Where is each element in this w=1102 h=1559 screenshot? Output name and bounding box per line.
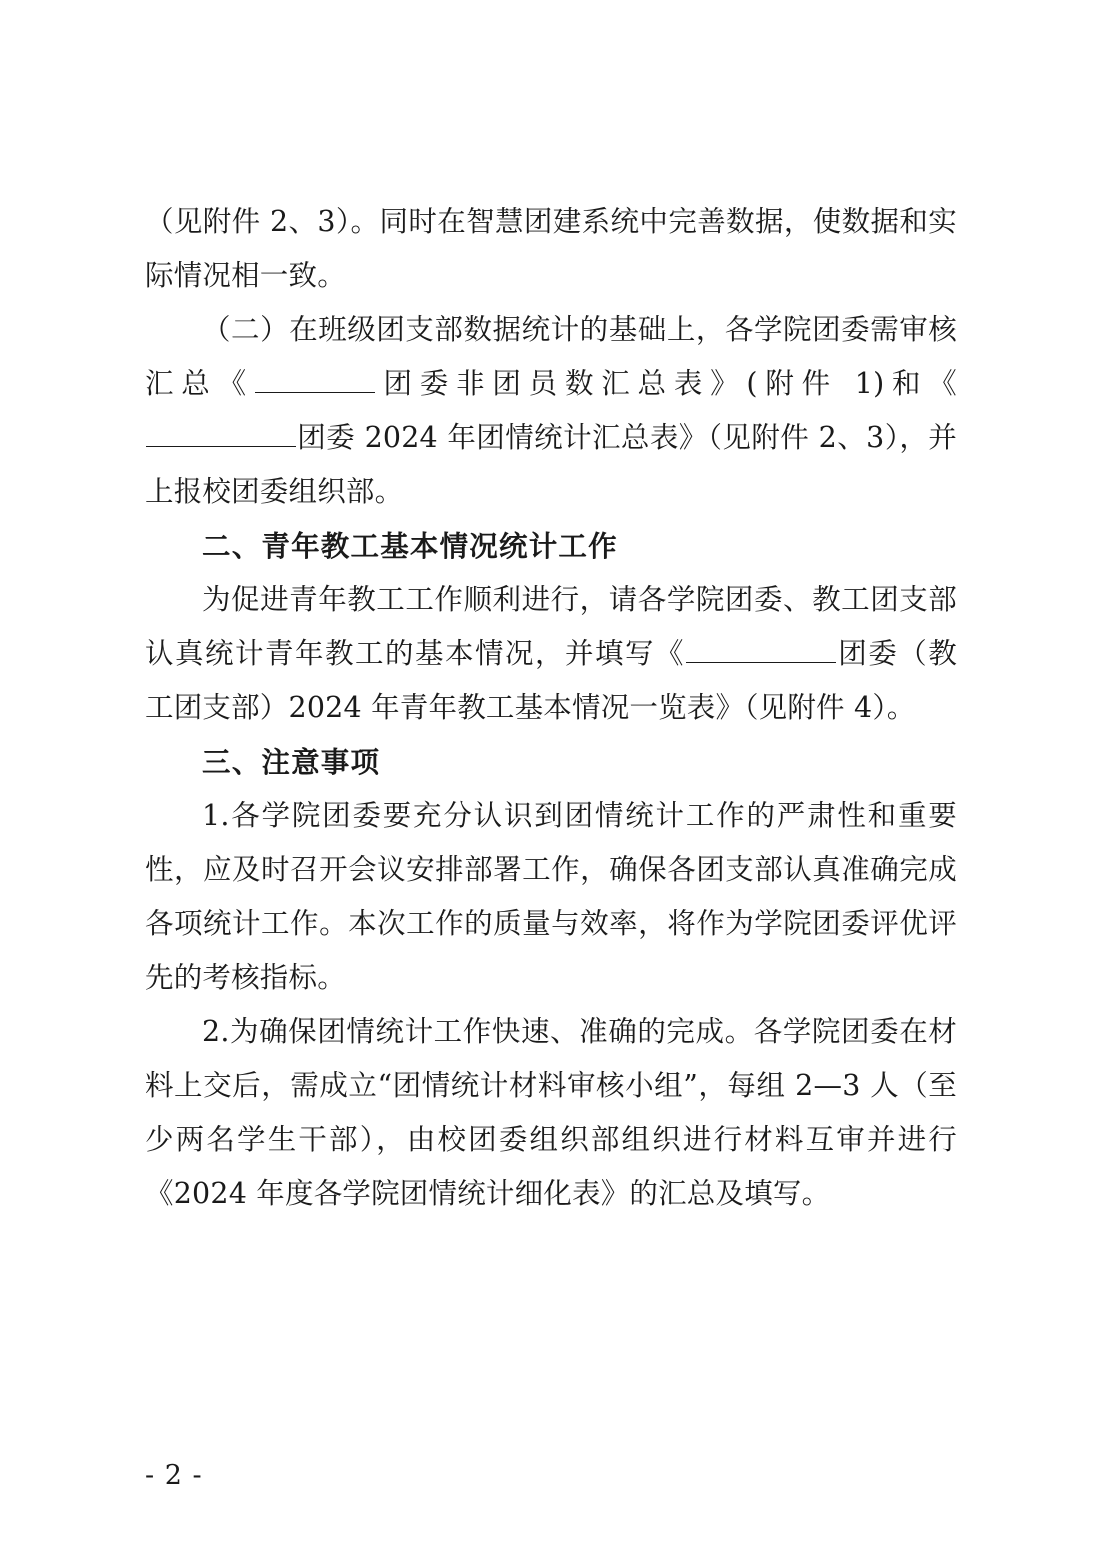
document-body — [145, 195, 957, 1221]
paragraph-section-two-body — [145, 573, 957, 735]
paragraph-note-one: 1.各学院团委要充分认识到团情统计工作的严肃性和重要性，应及时召开会议安排部署工作，确保各团支部认真准确完成各项统计工作。本次工作的质量与效率，将作为学院团委评优评先的考核指标。 — [145, 799, 957, 994]
paragraph-text-after-second-blank: 团委 2024 年团情统计汇总表》（见附件 2、3），并上报校团委组织部。 — [145, 421, 957, 508]
paragraph-text-between-blanks: 团委非团员数汇总表》(附件 1)和《 — [375, 367, 958, 400]
heading-section-two: 二、青年教工基本情况统计工作 — [202, 529, 618, 563]
paragraph-note-two: 2.为确保团情统计工作快速、准确的完成。各学院团委在材料上交后，需成立“团情统计材料审核小组”，每组 2—3 人（至少两名学生干部），由校团委组织部组织进行材料互审并进行《2024 年度各学院团情统计细化表》的汇总及填写。 — [145, 1015, 957, 1210]
fill-in-blank-second — [146, 420, 296, 447]
paragraph-continuation: （见附件 2、3）。同时在智慧团建系统中完善数据，使数据和实际情况相一致。 — [145, 205, 957, 292]
fill-in-blank-third — [686, 636, 836, 663]
page-number: - 2 - — [145, 1460, 203, 1491]
paragraph-text-before-blank: 为促进青年教工工作顺利进行，请各学院团委、教工团支部认真统计青年教工的基本情况，并填写《 — [145, 583, 957, 670]
paragraph-text-after-blank: 团委（教工团支部）2024 年青年教工基本情况一览表》（见附件 4）。 — [145, 637, 957, 724]
heading-section-three: 三、注意事项 — [202, 745, 381, 779]
paragraph-section-one-item-two — [145, 303, 957, 519]
paragraph-text-before-first-blank: （二）在班级团支部数据统计的基础上，各学院团委需审核汇总《 — [145, 313, 957, 400]
fill-in-blank-first — [255, 366, 375, 393]
